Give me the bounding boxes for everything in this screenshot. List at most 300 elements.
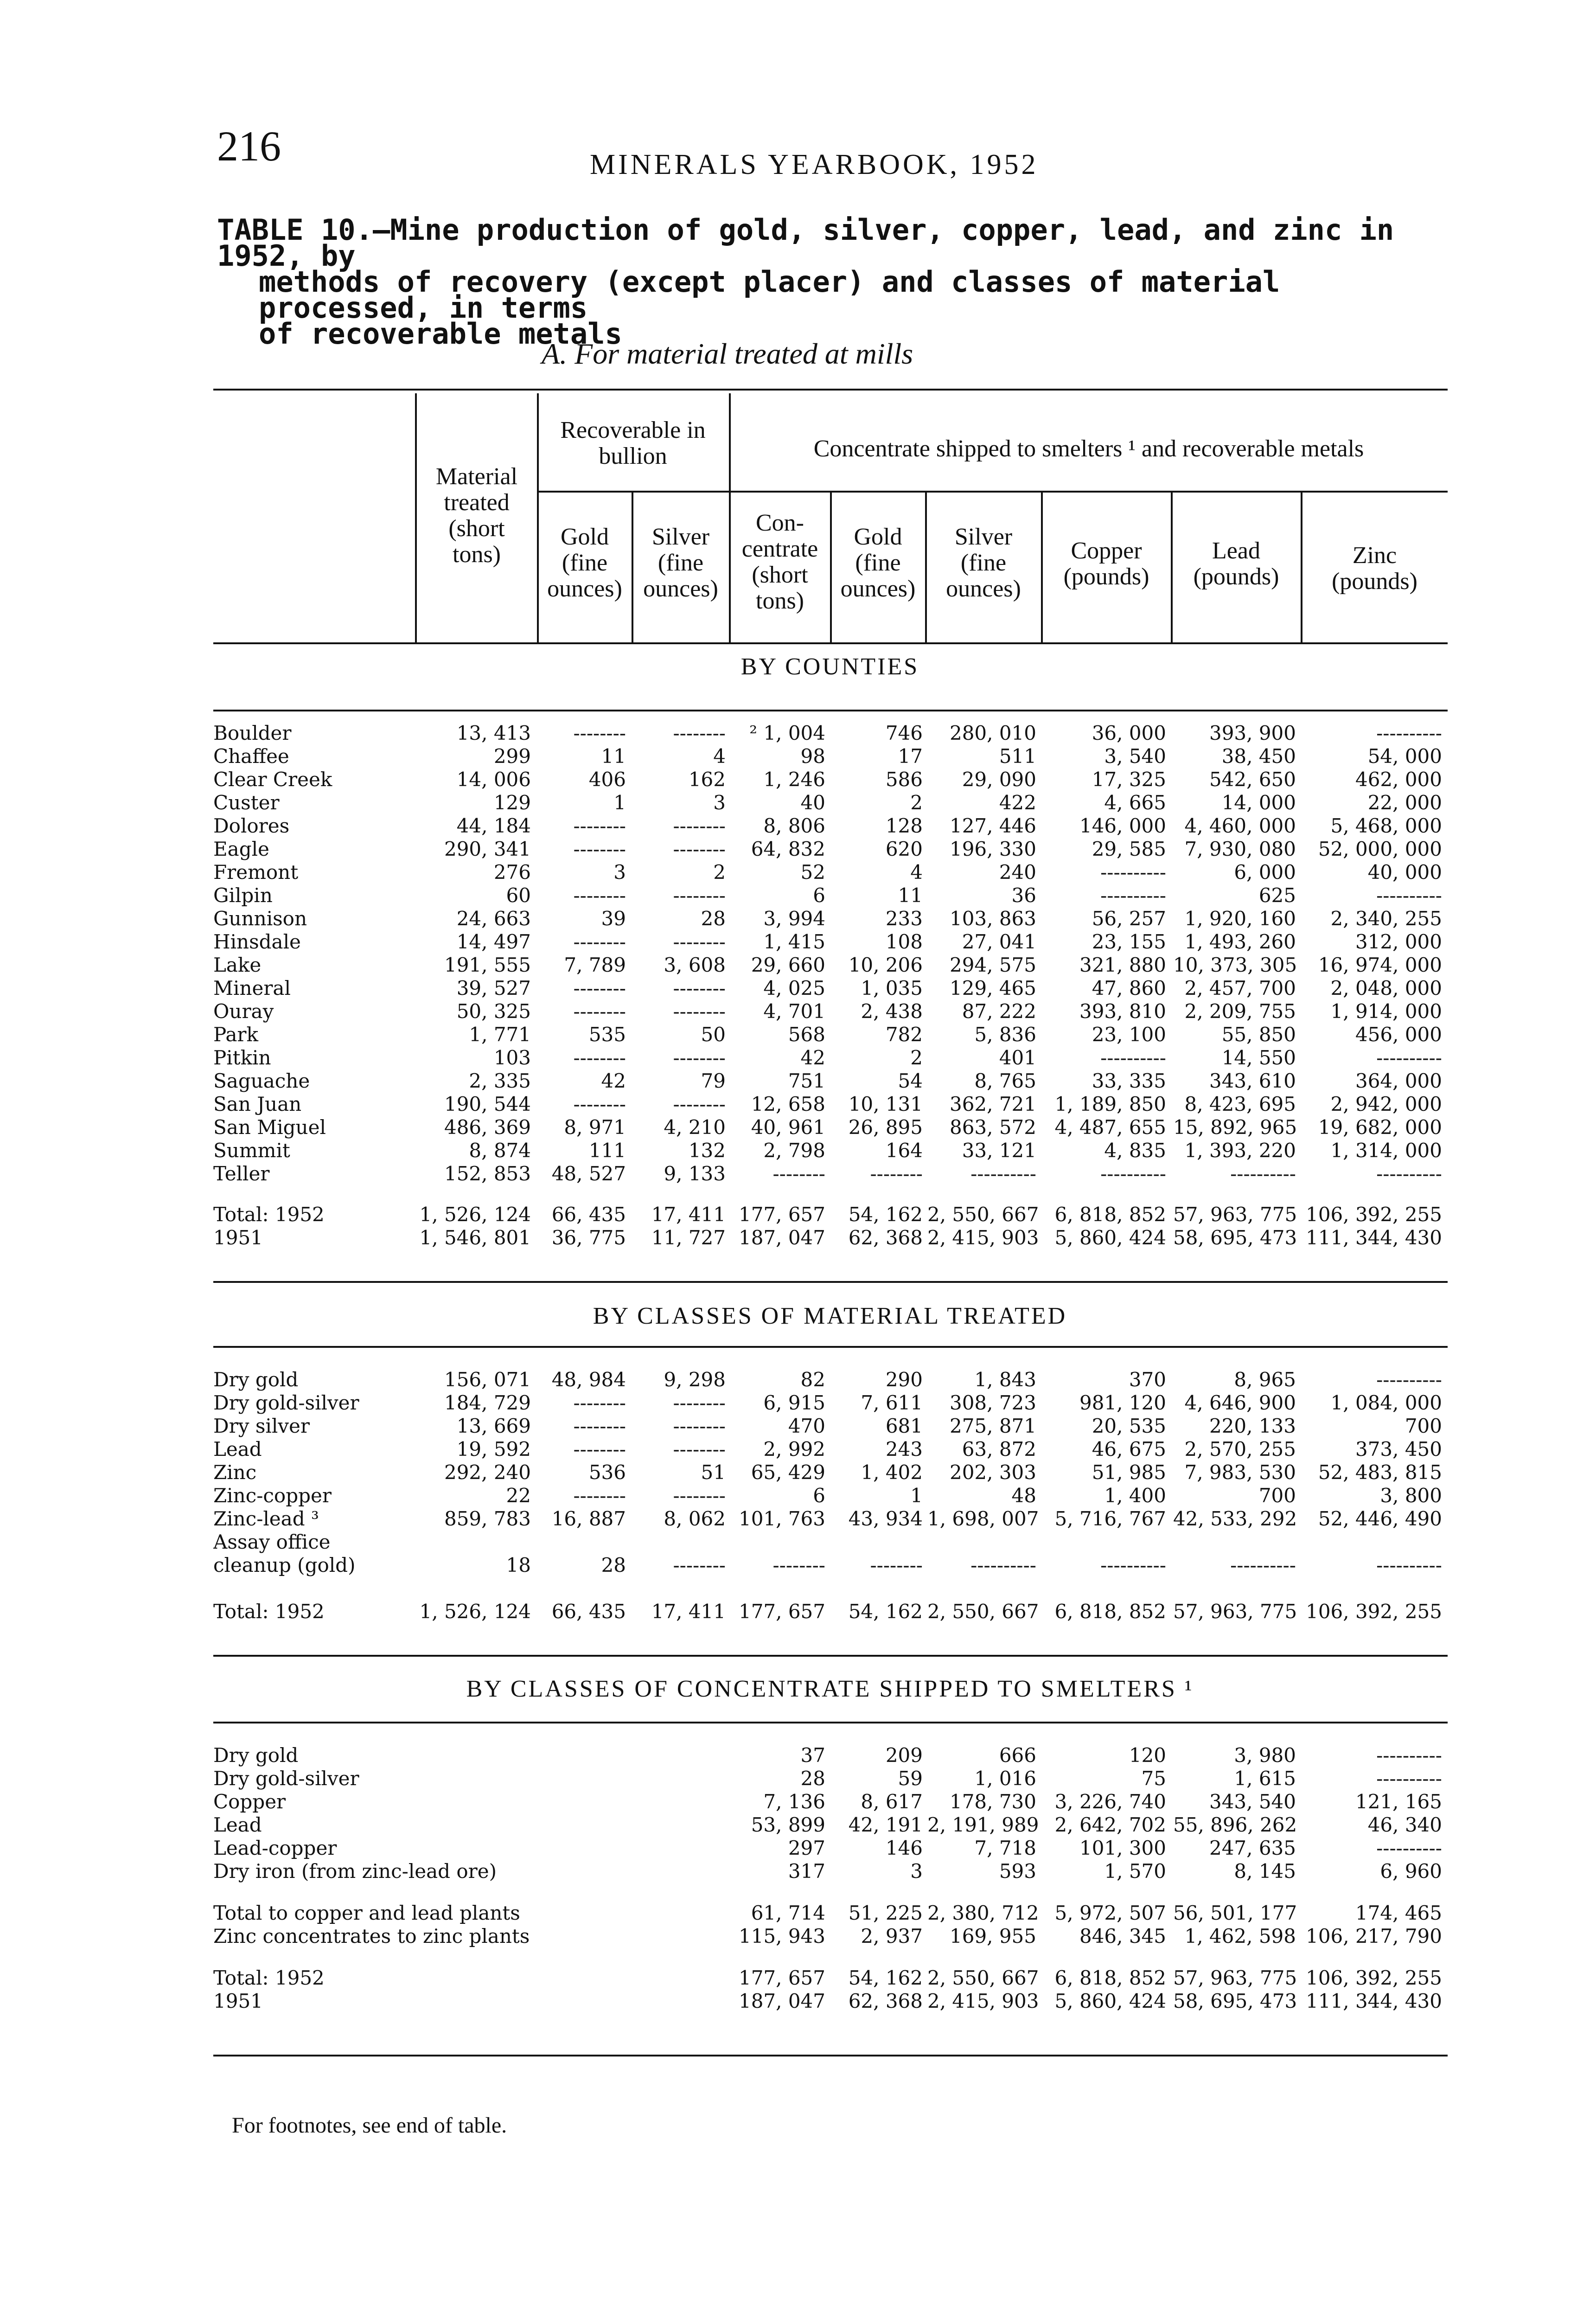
data-cell: 4, 460, 000 — [1184, 814, 1296, 837]
data-cell: 2, 992 — [763, 1438, 825, 1461]
row-label: Dry gold-silver — [213, 1767, 359, 1790]
data-cell: 196, 330 — [949, 838, 1036, 860]
data-cell: 4 — [910, 861, 923, 884]
data-cell: ---------- — [1376, 1837, 1442, 1859]
data-cell: -------- — [673, 1046, 726, 1069]
page-number: 216 — [217, 122, 281, 170]
data-cell: 59 — [898, 1767, 923, 1790]
data-cell: 1, 084, 000 — [1330, 1391, 1442, 1414]
data-cell: 511 — [999, 745, 1036, 768]
data-cell: 7, 611 — [861, 1391, 923, 1414]
data-cell: 10, 373, 305 — [1173, 954, 1297, 976]
data-cell: 129 — [493, 791, 531, 814]
data-cell: 782 — [885, 1023, 923, 1046]
data-cell: 17, 411 — [651, 1203, 726, 1226]
data-cell: 8, 765 — [974, 1070, 1036, 1092]
data-cell — [1303, 1531, 1442, 1554]
data-cell: 2, 340, 255 — [1330, 907, 1442, 930]
data-cell: 51, 985 — [1092, 1461, 1166, 1484]
header-line: Silver — [651, 524, 710, 550]
data-cell: 1 — [910, 1484, 923, 1507]
data-cell: 52, 000, 000 — [1318, 838, 1442, 860]
data-cell: 22 — [506, 1484, 531, 1507]
data-cell: 299 — [493, 745, 531, 768]
col-header-bullion-gold — [539, 524, 631, 602]
data-cell: 681 — [885, 1415, 923, 1437]
header-line: ounces) — [946, 576, 1021, 602]
header-line: treated — [444, 489, 510, 516]
data-cell: 308, 723 — [949, 1391, 1036, 1414]
row-label: Dry iron (from zinc-lead ore) — [213, 1860, 497, 1883]
data-cell: 60 — [506, 884, 531, 907]
data-cell: 700 — [1404, 1415, 1442, 1437]
row-label: Clear Creek — [213, 768, 332, 791]
data-cell: 54, 162 — [848, 1600, 923, 1623]
data-cell: 55, 896, 262 — [1173, 1813, 1297, 1836]
data-cell: 2 — [910, 791, 923, 814]
data-cell: -------- — [573, 838, 626, 860]
data-cell: 1, 493, 260 — [1184, 930, 1296, 953]
header-line: (pounds) — [1332, 568, 1417, 595]
data-cell: 58, 695, 473 — [1173, 1226, 1297, 1249]
data-cell: 317 — [788, 1860, 825, 1883]
row-label: San Juan — [213, 1093, 302, 1115]
data-cell: 106, 392, 255 — [1306, 1600, 1442, 1623]
data-cell: 54, 000 — [1367, 745, 1442, 768]
data-cell: 40, 961 — [751, 1116, 825, 1139]
data-cell: 8, 971 — [564, 1116, 626, 1139]
data-cell: 19, 592 — [456, 1438, 531, 1461]
header-line: (short — [752, 562, 808, 588]
row-label: Total: 1952 — [213, 1967, 325, 1989]
data-cell: 6, 915 — [763, 1391, 825, 1414]
col-header-conc-gold — [832, 524, 924, 602]
data-cell: 55, 850 — [1221, 1023, 1296, 1046]
data-cell: -------- — [573, 1046, 626, 1069]
data-cell: 243 — [885, 1438, 923, 1461]
data-cell: 39 — [601, 907, 626, 930]
data-cell: 8, 145 — [1234, 1860, 1296, 1883]
data-cell: 57, 963, 775 — [1173, 1600, 1297, 1623]
data-cell: 56, 501, 177 — [1173, 1902, 1297, 1924]
data-cell: -------- — [573, 1391, 626, 1414]
data-cell: 4 — [713, 745, 726, 768]
data-cell: 63, 872 — [962, 1438, 1036, 1461]
data-cell: 20, 535 — [1092, 1415, 1166, 1437]
data-cell: -------- — [673, 884, 726, 907]
data-cell: 52, 446, 490 — [1318, 1507, 1442, 1530]
col-header-material-treated — [417, 464, 536, 568]
data-cell: 276 — [493, 861, 531, 884]
data-cell: 625 — [1258, 884, 1296, 907]
header-group-rule — [729, 491, 1448, 493]
data-cell: 321, 880 — [1079, 954, 1166, 976]
header-line: centrate — [741, 536, 818, 562]
data-cell: 33, 121 — [962, 1139, 1036, 1162]
data-cell: 1, 615 — [1234, 1767, 1296, 1790]
data-cell: 2 — [713, 861, 726, 884]
data-cell: ---------- — [1100, 1554, 1166, 1576]
data-cell: 156, 071 — [444, 1368, 531, 1391]
data-cell: 3, 608 — [664, 954, 726, 976]
data-cell: 48, 984 — [551, 1368, 626, 1391]
data-cell: 2, 191, 989 — [927, 1813, 1039, 1836]
data-cell: 146, 000 — [1079, 814, 1166, 837]
data-cell: 456, 000 — [1355, 1023, 1442, 1046]
data-cell: 1, 546, 801 — [419, 1226, 531, 1249]
row-label: Lead — [213, 1438, 262, 1461]
header-top-rule — [213, 389, 1448, 391]
data-cell: 666 — [999, 1744, 1036, 1767]
data-cell: -------- — [673, 1391, 726, 1414]
data-cell: 36, 000 — [1092, 722, 1166, 744]
data-cell: 106, 217, 790 — [1306, 1925, 1442, 1947]
row-label: cleanup (gold) — [213, 1554, 356, 1576]
data-cell: 4, 487, 655 — [1054, 1116, 1166, 1139]
data-cell: 4, 210 — [664, 1116, 726, 1139]
data-cell: 1, 400 — [1104, 1484, 1166, 1507]
data-cell: ---------- — [970, 1554, 1036, 1576]
row-label: Pitkin — [213, 1046, 271, 1069]
row-label: Ouray — [213, 1000, 274, 1023]
data-cell: 39, 527 — [456, 977, 531, 999]
row-label: Lead-copper — [213, 1837, 337, 1859]
data-cell: -------- — [673, 1438, 726, 1461]
data-cell: 8, 874 — [469, 1139, 531, 1162]
data-cell: ---------- — [1376, 884, 1442, 907]
data-cell: 1, 526, 124 — [419, 1203, 531, 1226]
data-cell: 16, 974, 000 — [1318, 954, 1442, 976]
section-rule — [213, 1281, 1448, 1283]
row-label: 1951 — [213, 1226, 263, 1249]
data-cell: 18 — [506, 1554, 531, 1576]
data-cell: 106, 392, 255 — [1306, 1203, 1442, 1226]
data-cell: 46, 340 — [1367, 1813, 1442, 1836]
col-header-concentrate-group — [731, 436, 1447, 462]
header-line: Con- — [756, 510, 804, 536]
header-line: ounces) — [547, 576, 622, 602]
data-cell: 2, 415, 903 — [927, 1990, 1039, 2012]
data-cell: 37 — [800, 1744, 825, 1767]
data-cell: 87, 222 — [962, 1000, 1036, 1023]
data-cell: 846, 345 — [1079, 1925, 1166, 1947]
data-cell: 127, 446 — [949, 814, 1036, 837]
data-cell: 108 — [885, 930, 923, 953]
data-cell: 422 — [999, 791, 1036, 814]
data-cell: -------- — [673, 838, 726, 860]
row-label: Total to copper and lead plants — [213, 1902, 520, 1924]
table-title — [217, 213, 1450, 351]
data-cell: 66, 435 — [551, 1600, 626, 1623]
data-cell: 470 — [788, 1415, 825, 1437]
table-subtitle: A. For material treated at mills — [542, 337, 913, 370]
data-cell: 8, 617 — [861, 1790, 923, 1813]
data-cell: 33, 335 — [1092, 1070, 1166, 1092]
data-cell: 700 — [1258, 1484, 1296, 1507]
data-cell: ---------- — [1100, 1046, 1166, 1069]
data-cell: 50, 325 — [456, 1000, 531, 1023]
data-cell: 101, 763 — [738, 1507, 825, 1530]
data-cell: -------- — [573, 1000, 626, 1023]
data-cell: 859, 783 — [444, 1507, 531, 1530]
header-line: Gold — [561, 524, 609, 550]
header-line: Zinc — [1352, 542, 1397, 569]
table-bottom-rule — [213, 2055, 1448, 2056]
data-cell: ---------- — [1100, 884, 1166, 907]
table-title-line-2: methods of recovery (except placer) and classes of material processed, in terms — [259, 265, 1280, 325]
data-cell: 98 — [800, 745, 825, 768]
data-cell: 29, 090 — [962, 768, 1036, 791]
data-cell: 593 — [999, 1860, 1036, 1883]
data-cell: 393, 810 — [1079, 1000, 1166, 1023]
data-cell: 5, 972, 507 — [1054, 1902, 1166, 1924]
data-cell: 23, 155 — [1092, 930, 1166, 953]
data-cell: ---------- — [1376, 1162, 1442, 1185]
data-cell: -------- — [673, 1484, 726, 1507]
data-cell: 28 — [701, 907, 726, 930]
data-cell: -------- — [772, 1162, 825, 1185]
header-line: Silver — [954, 524, 1013, 550]
data-cell: 1, 920, 160 — [1184, 907, 1296, 930]
data-cell: 247, 635 — [1209, 1837, 1296, 1859]
data-cell: 57, 963, 775 — [1173, 1967, 1297, 1989]
col-header-zinc — [1302, 543, 1447, 595]
data-cell: 5, 836 — [974, 1023, 1036, 1046]
header-line: (fine — [658, 550, 704, 576]
data-cell: 54, 162 — [848, 1967, 923, 1989]
data-cell: 2, 209, 755 — [1184, 1000, 1296, 1023]
data-cell: ² 1, 004 — [749, 722, 825, 744]
header-line: Recoverable in — [560, 417, 706, 443]
data-cell: 5, 860, 424 — [1054, 1990, 1166, 2012]
row-label: Teller — [213, 1162, 270, 1185]
col-header-concentrate — [731, 510, 829, 614]
section-rule — [213, 1655, 1448, 1657]
data-cell: 406 — [588, 768, 626, 791]
table-title-line-1: TABLE 10.—Mine production of gold, silver, copper, lead, and zinc in 1952, by — [217, 213, 1394, 273]
data-cell: ---------- — [1376, 1767, 1442, 1790]
data-cell: 4, 025 — [763, 977, 825, 999]
data-cell: 14, 497 — [456, 930, 531, 953]
data-cell: 2, 457, 700 — [1184, 977, 1296, 999]
data-cell: 7, 136 — [763, 1790, 825, 1813]
data-cell: -------- — [573, 1484, 626, 1507]
data-cell: 56, 257 — [1092, 907, 1166, 930]
data-cell: 16, 887 — [551, 1507, 626, 1530]
data-cell: 28 — [601, 1554, 626, 1576]
data-cell: 202, 303 — [949, 1461, 1036, 1484]
data-cell: 2, 335 — [469, 1070, 531, 1092]
header-line: (short — [448, 515, 505, 542]
row-label: Boulder — [213, 722, 292, 744]
data-cell: -------- — [870, 1162, 923, 1185]
data-cell: ---------- — [1376, 1554, 1442, 1576]
data-cell: 3, 980 — [1234, 1744, 1296, 1767]
data-cell — [415, 1531, 531, 1554]
data-cell: 294, 575 — [949, 954, 1036, 976]
data-cell: 14, 000 — [1221, 791, 1296, 814]
data-cell: -------- — [870, 1554, 923, 1576]
data-cell: 51, 225 — [848, 1902, 923, 1924]
header-line: (pounds) — [1193, 564, 1279, 590]
data-cell: -------- — [573, 884, 626, 907]
data-cell: 120 — [1129, 1744, 1166, 1767]
section-rule — [213, 1346, 1448, 1348]
data-cell: 746 — [885, 722, 923, 744]
data-cell: 17, 325 — [1092, 768, 1166, 791]
data-cell: 48 — [1011, 1484, 1036, 1507]
col-header-lead — [1173, 538, 1300, 590]
data-cell: 146 — [885, 1837, 923, 1859]
header-line: Material — [435, 463, 518, 490]
data-cell: 240 — [999, 861, 1036, 884]
data-cell: 42, 533, 292 — [1173, 1507, 1297, 1530]
data-cell: 54, 162 — [848, 1203, 923, 1226]
data-cell: 62, 368 — [848, 1990, 923, 2012]
data-cell: 42 — [800, 1046, 825, 1069]
data-cell: 535 — [588, 1023, 626, 1046]
data-cell: 4, 835 — [1104, 1139, 1166, 1162]
data-cell: 40, 000 — [1367, 861, 1442, 884]
row-label: San Miguel — [213, 1116, 326, 1139]
data-cell: 9, 133 — [664, 1162, 726, 1185]
data-cell: 54 — [898, 1070, 923, 1092]
data-cell: 65, 429 — [751, 1461, 825, 1484]
data-cell: 863, 572 — [949, 1116, 1036, 1139]
data-cell: 751 — [788, 1070, 825, 1092]
data-cell: 14, 006 — [456, 768, 531, 791]
data-cell: 53, 899 — [751, 1813, 825, 1836]
data-cell: 2, 570, 255 — [1184, 1438, 1296, 1461]
data-cell: -------- — [673, 977, 726, 999]
data-cell: 2 — [910, 1046, 923, 1069]
row-label: Assay office — [213, 1531, 331, 1553]
data-cell: 3, 226, 740 — [1054, 1790, 1166, 1813]
data-cell: 6 — [813, 1484, 825, 1507]
data-cell: 42, 191 — [848, 1813, 923, 1836]
data-cell: 187, 047 — [738, 1226, 825, 1249]
data-cell: 9, 298 — [664, 1368, 726, 1391]
row-label: Total: 1952 — [213, 1203, 325, 1226]
data-cell: 3, 800 — [1380, 1484, 1442, 1507]
footnote: For footnotes, see end of table. — [232, 2113, 507, 2138]
data-cell: 38, 450 — [1221, 745, 1296, 768]
data-cell: 12, 658 — [751, 1093, 825, 1115]
data-cell: 22, 000 — [1367, 791, 1442, 814]
data-cell: -------- — [573, 814, 626, 837]
data-cell: 3 — [713, 791, 726, 814]
data-cell: 1, 526, 124 — [419, 1600, 531, 1623]
data-cell: 14, 550 — [1221, 1046, 1296, 1069]
data-cell — [1043, 1531, 1166, 1554]
data-cell: 4, 665 — [1104, 791, 1166, 814]
data-cell: 2, 798 — [763, 1139, 825, 1162]
data-cell: 152, 853 — [444, 1162, 531, 1185]
data-cell: 290, 341 — [444, 838, 531, 860]
data-cell: -------- — [673, 930, 726, 953]
data-cell: ---------- — [1376, 1046, 1442, 1069]
data-cell: 7, 930, 080 — [1184, 838, 1296, 860]
data-cell: -------- — [772, 1554, 825, 1576]
data-cell: 51 — [701, 1461, 726, 1484]
data-cell: 58, 695, 473 — [1173, 1990, 1297, 2012]
data-cell: 29, 660 — [751, 954, 825, 976]
header-line: Lead — [1212, 538, 1260, 564]
data-cell: 52, 483, 815 — [1318, 1461, 1442, 1484]
data-cell — [633, 1531, 726, 1554]
data-cell: 1, 843 — [974, 1368, 1036, 1391]
data-cell: ---------- — [1230, 1554, 1296, 1576]
data-cell: 6, 818, 852 — [1054, 1967, 1166, 1989]
row-label: Chaffee — [213, 745, 289, 768]
data-cell: 11 — [601, 745, 626, 768]
data-cell: 2, 048, 000 — [1330, 977, 1442, 999]
data-cell: 132 — [688, 1139, 726, 1162]
data-cell: 542, 650 — [1209, 768, 1296, 791]
row-label: Zinc concentrates to zinc plants — [213, 1925, 530, 1947]
data-cell: 280, 010 — [949, 722, 1036, 744]
data-cell: 6, 818, 852 — [1054, 1600, 1166, 1623]
data-cell: 10, 131 — [848, 1093, 923, 1115]
data-cell: -------- — [573, 1415, 626, 1437]
data-cell: 233 — [885, 907, 923, 930]
data-cell: 343, 540 — [1209, 1790, 1296, 1813]
data-cell: 486, 369 — [444, 1116, 531, 1139]
section-rule — [213, 710, 1448, 711]
data-cell: 79 — [701, 1070, 726, 1092]
header-line: bullion — [599, 443, 667, 469]
row-label: Lead — [213, 1813, 262, 1836]
data-cell: 1, 914, 000 — [1330, 1000, 1442, 1023]
data-cell: 129, 465 — [949, 977, 1036, 999]
data-cell: 15, 892, 965 — [1173, 1116, 1297, 1139]
data-cell: 1, 771 — [469, 1023, 531, 1046]
data-cell: -------- — [573, 1438, 626, 1461]
data-cell: 101, 300 — [1079, 1837, 1166, 1859]
data-cell: -------- — [673, 1000, 726, 1023]
table-title-line-3: of recoverable metals — [259, 317, 622, 351]
data-cell: 2, 550, 667 — [927, 1203, 1039, 1226]
data-cell: 103 — [493, 1046, 531, 1069]
data-cell: 3 — [613, 861, 626, 884]
data-cell: 17, 411 — [651, 1600, 726, 1623]
data-cell: 275, 871 — [949, 1415, 1036, 1437]
data-cell: 103, 863 — [949, 907, 1036, 930]
data-cell: 6, 000 — [1234, 861, 1296, 884]
data-cell: 28 — [800, 1767, 825, 1790]
data-cell: 3, 994 — [763, 907, 825, 930]
data-cell: 343, 610 — [1209, 1070, 1296, 1092]
data-cell: 115, 943 — [738, 1925, 825, 1947]
data-cell: 8, 423, 695 — [1184, 1093, 1296, 1115]
data-cell: 5, 860, 424 — [1054, 1226, 1166, 1249]
data-cell: 191, 555 — [444, 954, 531, 976]
data-cell: 62, 368 — [848, 1226, 923, 1249]
data-cell: 24, 663 — [456, 907, 531, 930]
data-cell: 2, 550, 667 — [927, 1600, 1039, 1623]
header-bottom-rule — [213, 642, 1448, 644]
data-cell: 106, 392, 255 — [1306, 1967, 1442, 1989]
data-cell: 169, 955 — [949, 1925, 1036, 1947]
data-cell: 292, 240 — [444, 1461, 531, 1484]
header-line: Concentrate shipped to smelters ¹ and recoverable metals — [813, 436, 1364, 462]
data-cell: 220, 133 — [1209, 1415, 1296, 1437]
data-cell: 48, 527 — [551, 1162, 626, 1185]
data-cell: 43, 934 — [848, 1507, 923, 1530]
row-label: Mineral — [213, 977, 291, 999]
row-label: Gunnison — [213, 907, 307, 930]
data-cell: 364, 000 — [1355, 1070, 1442, 1092]
